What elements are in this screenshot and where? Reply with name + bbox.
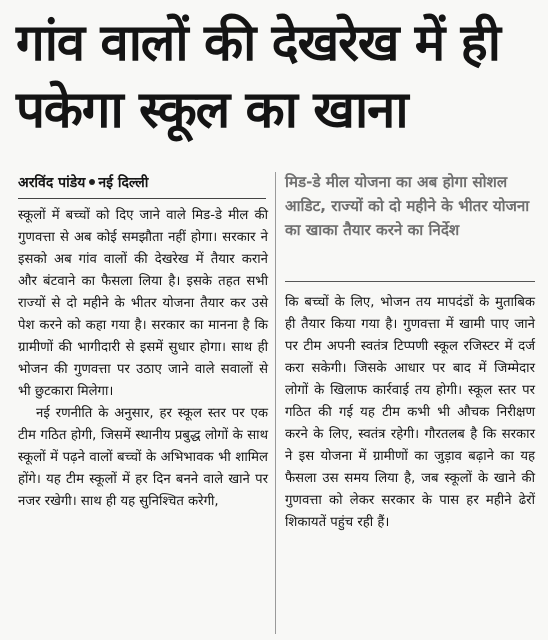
column-divider: [275, 172, 276, 634]
pull-quote-rule: [285, 281, 535, 282]
pull-quote: मिड-डे मील योजना का अब होगा सोशल आडिट, राज्यों को दो महीने के भीतर योजना का खाका तैयार करने का निर्देश: [285, 173, 530, 239]
byline-author: अरविंद पांडेय: [18, 175, 86, 191]
byline-place: नई दिल्ली: [98, 175, 149, 191]
byline-rule: [18, 198, 266, 199]
headline-line-1: गांव वालों की देखरेख में ही: [16, 14, 500, 73]
article-headline: [16, 10, 536, 144]
byline-separator-dot: [89, 179, 95, 185]
headline-line-2: पकेगा स्कूल का खाना: [16, 81, 408, 140]
article-column-right: कि बच्चों के लिए, भोजन तय मापदंडों के मुताबिक ही तैयार किया गया है। गुणवत्ता में खामी पाए जाने पर टीम अपनी स्वतंत्र टिप्पणी स्कूल रजिस्टर में दर्ज करा सकेगी। जिसके आधार पर बाद में जिम्मेदार लोगों के खिलाफ कार्रवाई तय होगी। स्कूल स्तर पर गठित की गई यह टीम कभी भी औचक निरीक्षण करने के लिए, स्वतंत्र रहेगी। गौरतलब है कि सरकार ने इस योजना में ग्रामीणों का जुड़ाव बढ़ाने का यह फैसला उस समय लिया है, जब स्कूलों के खाने की गुणवत्ता को लेकर सरकार के पास हर महीने ढेरों शिकायतें पहुंच रही हैं।: [285, 295, 535, 530]
paragraph-1: स्कूलों में बच्चों को दिए जाने वाले मिड-डे मील की गुणवत्ता से अब कोई समझौता नहीं होगा। सरकार ने इसको अब गांव वालों की देखरेख में तैयार कराने और बंटवाने का फैसला लिया है। इसके तहत सभी राज्यों से दो महीने के भीतर योजना तैयार कर उसे पेश करने को कहा गया है। सरकार का मानना है कि ग्रामीणों की भागीदारी से इसमें सुधार होगा। साथ ही भोजन की गुणवत्ता पर उठाए जाने वाले सवालों से भी छुटकारा मिलेगा।: [18, 208, 268, 399]
article-column-left: [18, 205, 268, 513]
paragraph-2: नई रणनीति के अनुसार, हर स्कूल स्तर पर एक टीम गठित होगी, जिसमें स्थानीय प्रबुद्ध लोगों के साथ स्कूलों में पढ़ने वालों बच्चों के अभिभावक भी शामिल होंगे। यह टीम स्कूलों में हर दिन बनने वाले खाने पर नजर रखेगी। साथ ही यह सुनिश्चित करेगी,: [18, 406, 268, 509]
byline: [18, 174, 148, 192]
